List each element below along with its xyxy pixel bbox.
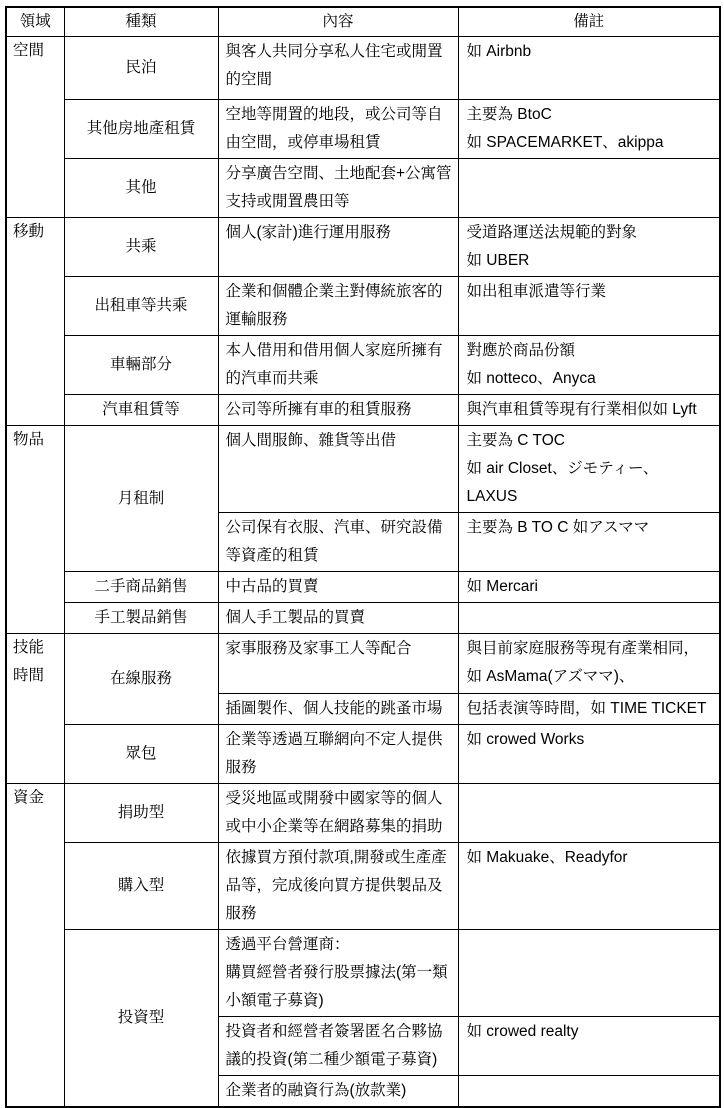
header-domain: 領域 [6,7,64,37]
table-row [6,336,720,395]
type-cell: 投資型 [64,930,218,1108]
content-cell: 企業者的融資行為(放款業) [218,1076,458,1108]
table-row [6,634,720,694]
remark-cell: 如 Mercari [458,572,720,603]
content-cell: 公司保有衣服、汽車、研究設備等資產的租賃 [218,513,458,572]
table-row [6,100,720,159]
header-content: 內容 [218,7,458,37]
domain-cell-goods: 物品 [6,426,64,634]
content-cell: 與客人共同分享私人住宅或閒置的空間 [218,37,458,100]
header-row [6,7,720,37]
content-cell: 家事服務及家事工人等配合 [218,634,458,694]
sharing-economy-table [5,6,721,1108]
content-cell: 個人間服飾、雜貨等出借 [218,426,458,513]
table-row [6,37,720,100]
type-cell: 出租車等共乘 [64,277,218,336]
remark-cell: 如出租車派遣等行業 [458,277,720,336]
type-cell: 民泊 [64,37,218,100]
content-cell: 空地等閒置的地段，或公司等自由空間，或停車場租賃 [218,100,458,159]
type-cell: 共乘 [64,218,218,277]
content-cell: 中古品的買賣 [218,572,458,603]
table-row [6,784,720,843]
content-cell: 企業和個體企業主對傳統旅客的運輸服務 [218,277,458,336]
type-cell: 購入型 [64,843,218,930]
remark-cell: 如 crowed realty [458,1017,720,1076]
remark-cell: 主要為 BtoC 如 SPACEMARKET、akippa [458,100,720,159]
remark-cell: 如 Airbnb [458,37,720,100]
content-cell: 插圖製作、個人技能的跳蚤市場 [218,694,458,725]
table-row [6,603,720,634]
type-cell: 其他房地產租賃 [64,100,218,159]
type-cell: 其他 [64,159,218,218]
remark-cell [458,930,720,1017]
remark-cell: 與目前家庭服務等現有產業相同， 如 AsMama(アズママ)、 [458,634,720,694]
type-cell: 捐助型 [64,784,218,843]
remark-cell: 如 Makuake、Readyfor [458,843,720,930]
content-cell: 公司等所擁有車的租賃服務 [218,395,458,426]
header-remark: 備註 [458,7,720,37]
domain-cell-skill-time: 技能 時間 [6,634,64,784]
type-cell: 汽車租賃等 [64,395,218,426]
remark-cell [458,159,720,218]
table-row [6,395,720,426]
domain-cell-funds: 資金 [6,784,64,1108]
content-cell: 投資者和經營者簽署匿名合夥協議的投資(第二種少額電子募資) [218,1017,458,1076]
content-cell: 依據買方預付款項,開發或生產產品等，完成後向買方提供製品及服務 [218,843,458,930]
table-row [6,218,720,277]
table-row [6,572,720,603]
remark-cell [458,1076,720,1108]
content-cell: 分享廣告空間、土地配套+公寓管支持或閒置農田等 [218,159,458,218]
remark-cell: 如 crowed Works [458,725,720,784]
remark-cell: 受道路運送法規範的對象 如 UBER [458,218,720,277]
domain-cell-mobility: 移動 [6,218,64,426]
remark-cell: 主要為 B TO C 如アスママ [458,513,720,572]
content-cell: 受災地區或開發中國家等的個人或中小企業等在網路募集的捐助 [218,784,458,843]
remark-cell: 主要為 C TOC 如 air Closet、ジモティー、 LAXUS [458,426,720,513]
content-cell: 個人手工製品的買賣 [218,603,458,634]
remark-cell: 對應於商品份額 如 notteco、Anyca [458,336,720,395]
remark-cell [458,603,720,634]
type-cell: 二手商品銷售 [64,572,218,603]
type-cell: 手工製品銷售 [64,603,218,634]
header-type: 種類 [64,7,218,37]
table-row [6,725,720,784]
remark-cell: 包括表演等時間，如 TIME TICKET [458,694,720,725]
content-cell: 企業等透過互聯網向不定人提供服務 [218,725,458,784]
table-row [6,159,720,218]
remark-cell [458,784,720,843]
domain-cell-space: 空間 [6,37,64,218]
type-cell: 在線服務 [64,634,218,725]
table-row [6,277,720,336]
table-row [6,843,720,930]
table-row [6,426,720,513]
remark-cell: 與汽車租賃等現有行業相似如 Lyft [458,395,720,426]
table-row [6,930,720,1017]
type-cell: 眾包 [64,725,218,784]
type-cell: 車輛部分 [64,336,218,395]
type-cell: 月租制 [64,426,218,572]
content-cell: 本人借用和借用個人家庭所擁有的汽車而共乘 [218,336,458,395]
content-cell: 個人(家計)進行運用服務 [218,218,458,277]
content-cell: 透過平台營運商： 購買經營者發行股票據法(第一類小額電子募資) [218,930,458,1017]
